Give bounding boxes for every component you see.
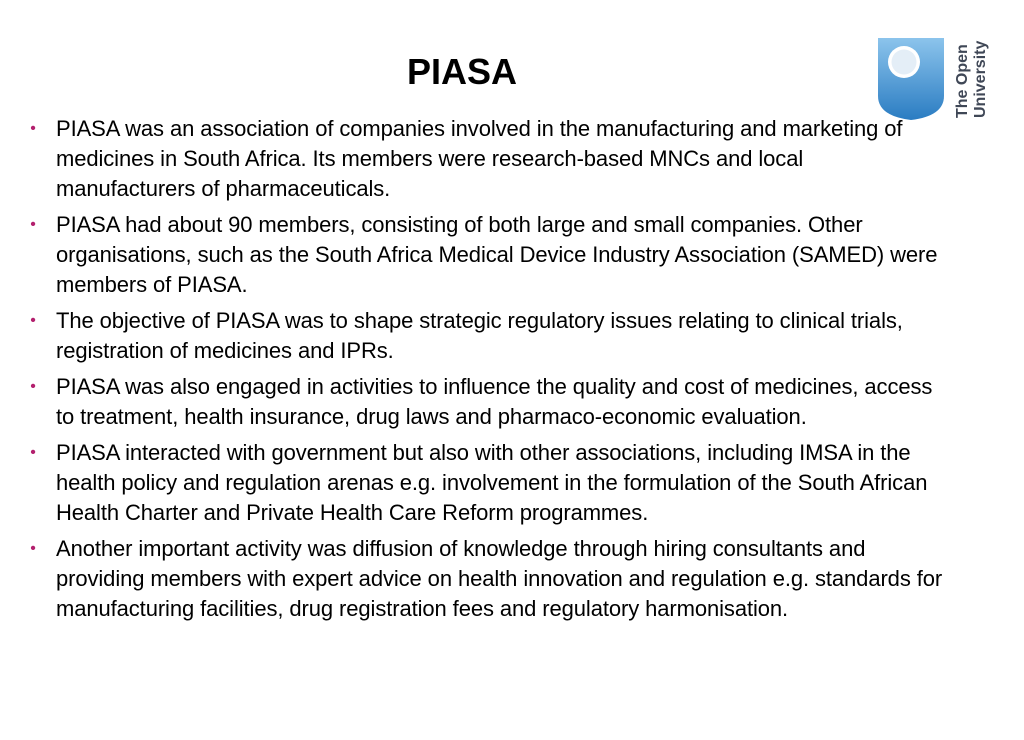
bullet-text: PIASA was an association of companies involved in the manufacturing and marketing of medicines in South Africa. Its members were research-based MNCs and local manufacturers of pharmaceuticals. [56,116,903,201]
bullet-text: PIASA was also engaged in activities to influence the quality and cost of medicines, access to treatment, health insurance, drug laws and pharmaco-economic evaluation. [56,374,933,429]
bullet-item [26,534,946,624]
bullet-icon: • [30,120,36,137]
bullet-icon: • [30,444,36,461]
logo-line-2: University [972,40,989,118]
bullet-item [26,372,946,432]
bullet-item [26,114,946,204]
bullet-icon: • [30,312,36,329]
bullet-text: Another important activity was diffusion of knowledge through hiring consultants and providing members with expert advice on health innovation and regulation e.g. standards for manufacturing facilities, drug registration fees and regulatory harmonisation. [56,536,943,621]
bullet-icon: • [30,378,36,395]
slide-title: PIASA [406,51,518,92]
bullet-list [26,114,946,630]
bullet-item [26,210,946,300]
bullet-icon: • [30,540,36,557]
open-university-wordmark [954,34,992,118]
bullet-text: PIASA interacted with government but also with other associations, including IMSA in the health policy and regulation arenas e.g. involvement in the formulation of the South African Health Charter and Private Health Care Reform programmes. [56,440,928,525]
logo-line-1: The Open [954,44,971,118]
bullet-item [26,438,946,528]
bullet-text: The objective of PIASA was to shape strategic regulatory issues relating to clinical trials, registration of medicines and IPRs. [56,308,903,363]
bullet-item [26,306,946,366]
bullet-icon: • [30,216,36,233]
bullet-text: PIASA had about 90 members, consisting of both large and small companies. Other organisations, such as the South Africa Medical Device Industry Association (SAMED) were members of PIASA. [56,212,938,297]
